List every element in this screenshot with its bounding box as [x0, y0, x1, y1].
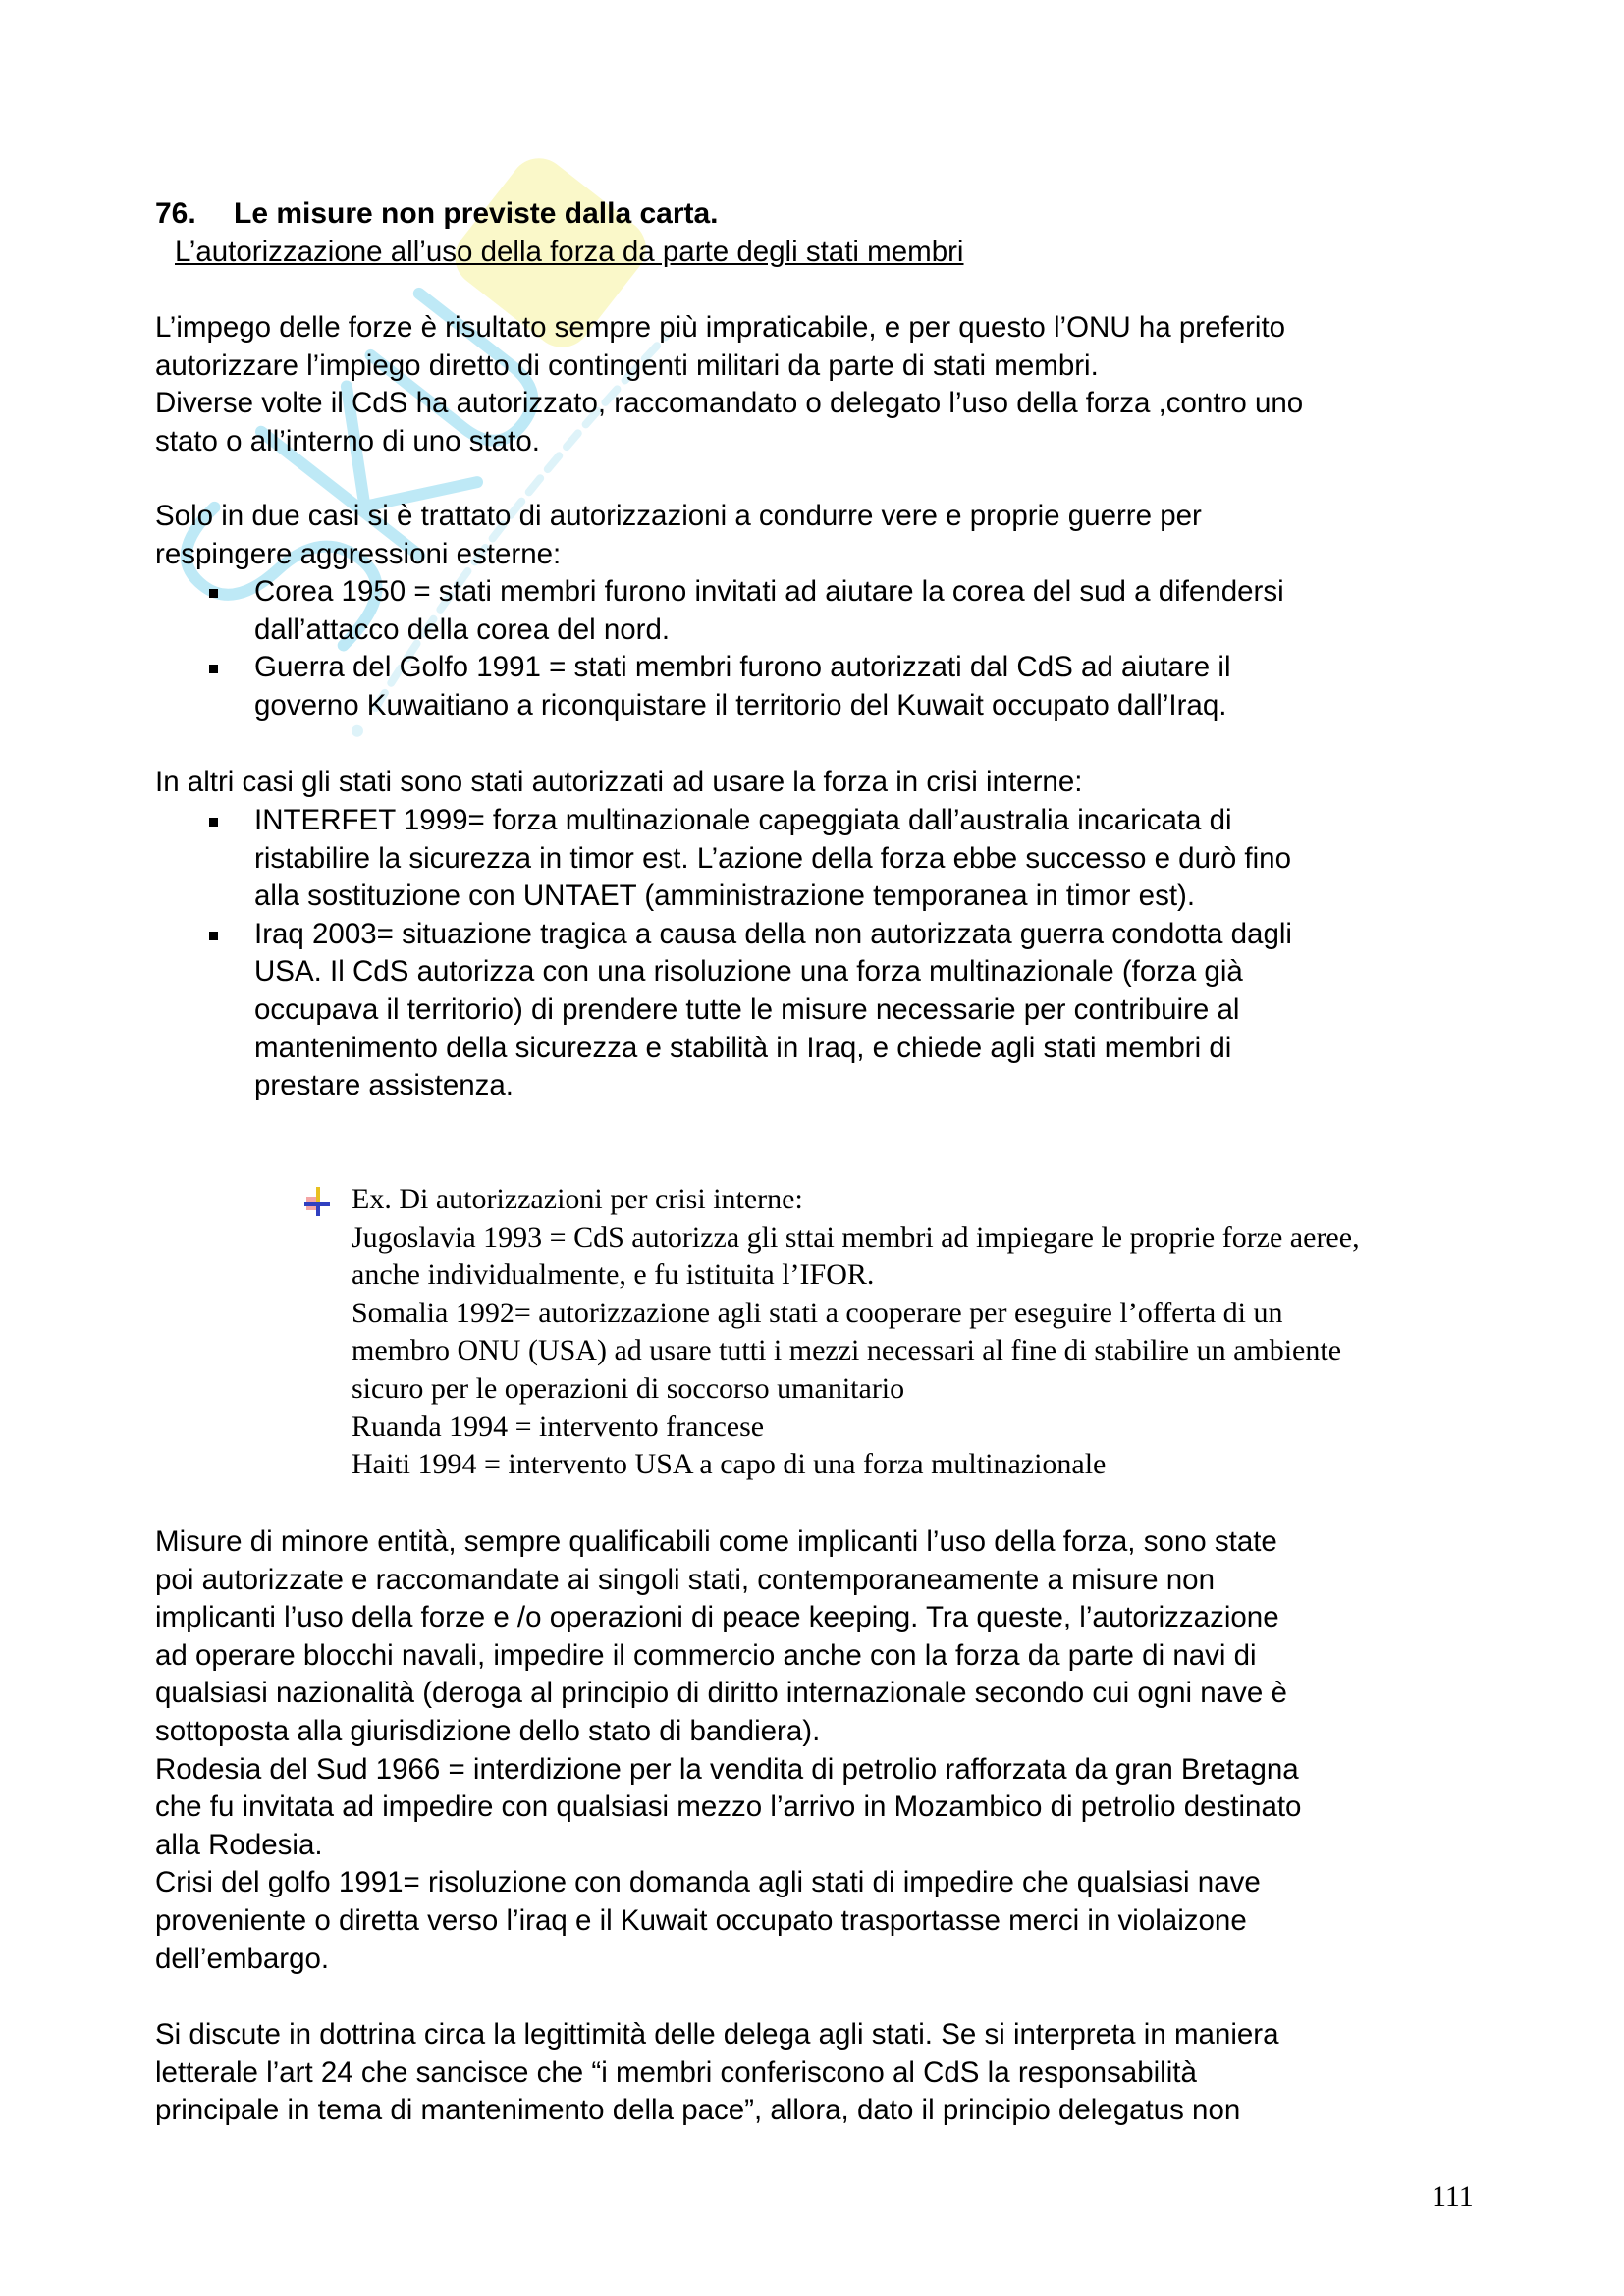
text-line: alla Rodesia. [155, 1828, 323, 1861]
text-line: autorizzare l’impiego diretto di contingenti militari da parte di stati membri. [155, 348, 1099, 382]
page-number: 111 [1432, 2180, 1474, 2213]
paragraph-5 [155, 2016, 1279, 2130]
text-line: anche individualmente, e fu istituita l’IFOR. [352, 1258, 875, 1292]
text-line: qualsiasi nazionalità (deroga al principio di diritto internazionale secondo cui ogni nave è [155, 1677, 1287, 1710]
text-line: che fu invitata ad impedire con qualsiasi mezzo l’arrivo in Mozambico di petrolio destinato [155, 1790, 1302, 1824]
paragraph-4 [155, 1523, 1301, 1978]
text-line: respingere aggressioni esterne: [155, 537, 562, 570]
text-line: L’impego delle forze è risultato sempre più impraticabile, e per questo l’ONU ha preferito [155, 311, 1286, 344]
section-heading [155, 195, 719, 233]
section-number: 76. [155, 197, 196, 230]
text-line: Diverse volte il CdS ha autorizzato, raccomandato o delegato l’uso della forza ,contro uno [155, 387, 1304, 420]
text-line: letterale l’art 24 che sancisce che “i membri conferiscono al CdS la responsabilità [155, 2056, 1197, 2089]
bullet-list-internal [155, 802, 1292, 1105]
square-bullet-icon [209, 589, 218, 598]
list-item [155, 916, 1292, 1105]
text-line: Solo in due casi si è trattato di autorizzazioni a condurre vere e proprie guerre per [155, 500, 1202, 532]
section-title: Le misure non previste dalla carta. [234, 197, 719, 230]
text-line: sottoposta alla giurisdizione dello stato di bandiera). [155, 1714, 821, 1747]
text-line: Iraq 2003= situazione tragica a causa della non autorizzata guerra condotta dagli [254, 917, 1292, 950]
text-line: poi autorizzate e raccomandate ai singoli stati, contemporaneamente a misure non [155, 1563, 1215, 1596]
square-bullet-icon [209, 818, 218, 827]
text-line: Rodesia del Sud 1966 = interdizione per la vendita di petrolio rafforzata da gran Bretagna [155, 1752, 1299, 1786]
list-item [155, 802, 1292, 916]
list-item [155, 573, 1284, 649]
text-line: prestare assistenza. [254, 1069, 514, 1102]
text-line: mantenimento della sicurezza e stabilità in Iraq, e chiede agli stati membri di [254, 1031, 1232, 1064]
arrow-bullet-icon [300, 1185, 336, 1220]
text-line: ristabilire la sicurezza in timor est. L’azione della forza ebbe successo e durò fino [254, 841, 1291, 875]
text-line: alla sostituzione con UNTAET (amministrazione temporanea in timor est). [254, 880, 1196, 913]
text-line: INTERFET 1999= forza multinazionale capeggiata dall’australia incaricata di [254, 804, 1232, 836]
text-line: Haiti 1994 = intervento USA a capo di una forza multinazionale [352, 1448, 1107, 1481]
text-line: In altri casi gli stati sono stati autorizzati ad usare la forza in crisi interne: [155, 766, 1083, 798]
text-line: dall’attacco della corea del nord. [254, 613, 671, 646]
text-line: dell’embargo. [155, 1942, 330, 1975]
text-line: Ruanda 1994 = intervento francese [352, 1410, 765, 1443]
text-line: principale in tema di mantenimento della pace”, allora, dato il principio delegatus non [155, 2094, 1241, 2127]
examples-block [352, 1181, 1360, 1484]
text-line: ad operare blocchi navali, impedire il commercio anche con la forza da parte di navi di [155, 1638, 1257, 1672]
text-line: sicuro per le operazioni di soccorso umanitario [352, 1371, 905, 1405]
text-line: Jugoslavia 1993 = CdS autorizza gli sttai membri ad impiegare le proprie forze aeree, [352, 1220, 1360, 1254]
text-line: USA. Il CdS autorizza con una risoluzione una forza multinazionale (forza già [254, 955, 1243, 988]
bullet-list-external [155, 573, 1284, 724]
text-line: governo Kuwaitiano a riconquistare il territorio del Kuwait occupato dall’Iraq. [254, 688, 1227, 721]
paragraph-1 [155, 309, 1303, 460]
square-bullet-icon [209, 932, 218, 940]
section-subtitle: L’autorizzazione all’uso della forza da parte degli stati membri [175, 236, 964, 268]
text-line: Corea 1950 = stati membri furono invitati ad aiutare la corea del sud a difendersi [254, 575, 1284, 608]
paragraph-2 [155, 498, 1202, 573]
text-line: Misure di minore entità, sempre qualificabili come implicanti l’uso della forza, sono state [155, 1525, 1277, 1558]
list-item [155, 649, 1284, 724]
square-bullet-icon [209, 665, 218, 673]
text-line: occupava il territorio) di prendere tutte le misure necessarie per contribuire al [254, 992, 1240, 1026]
text-line: Si discute in dottrina circa la legittimità delle delega agli stati. Se si interpreta in maniera [155, 2018, 1279, 2051]
text-line: stato o all’interno di uno stato. [155, 424, 540, 457]
text-line: Somalia 1992= autorizzazione agli stati a cooperare per eseguire l’offerta di un [352, 1296, 1283, 1329]
text-line: Crisi del golfo 1991= risoluzione con domanda agli stati di impedire che qualsiasi nave [155, 1866, 1261, 1899]
paragraph-3 [155, 764, 1082, 802]
text-line: membro ONU (USA) ad usare tutti i mezzi necessari al fine di stabilire un ambiente [352, 1334, 1342, 1367]
text-line: Guerra del Golfo 1991 = stati membri furono autorizzati dal CdS ad aiutare il [254, 651, 1231, 684]
text-line: Ex. Di autorizzazioni per crisi interne: [352, 1183, 803, 1215]
text-line: proveniente o diretta verso l’iraq e il Kuwait occupato trasportasse merci in violaizone [155, 1903, 1247, 1937]
text-line: implicanti l’uso della forze e /o operazioni di peace keeping. Tra queste, l’autorizzazione [155, 1601, 1279, 1634]
